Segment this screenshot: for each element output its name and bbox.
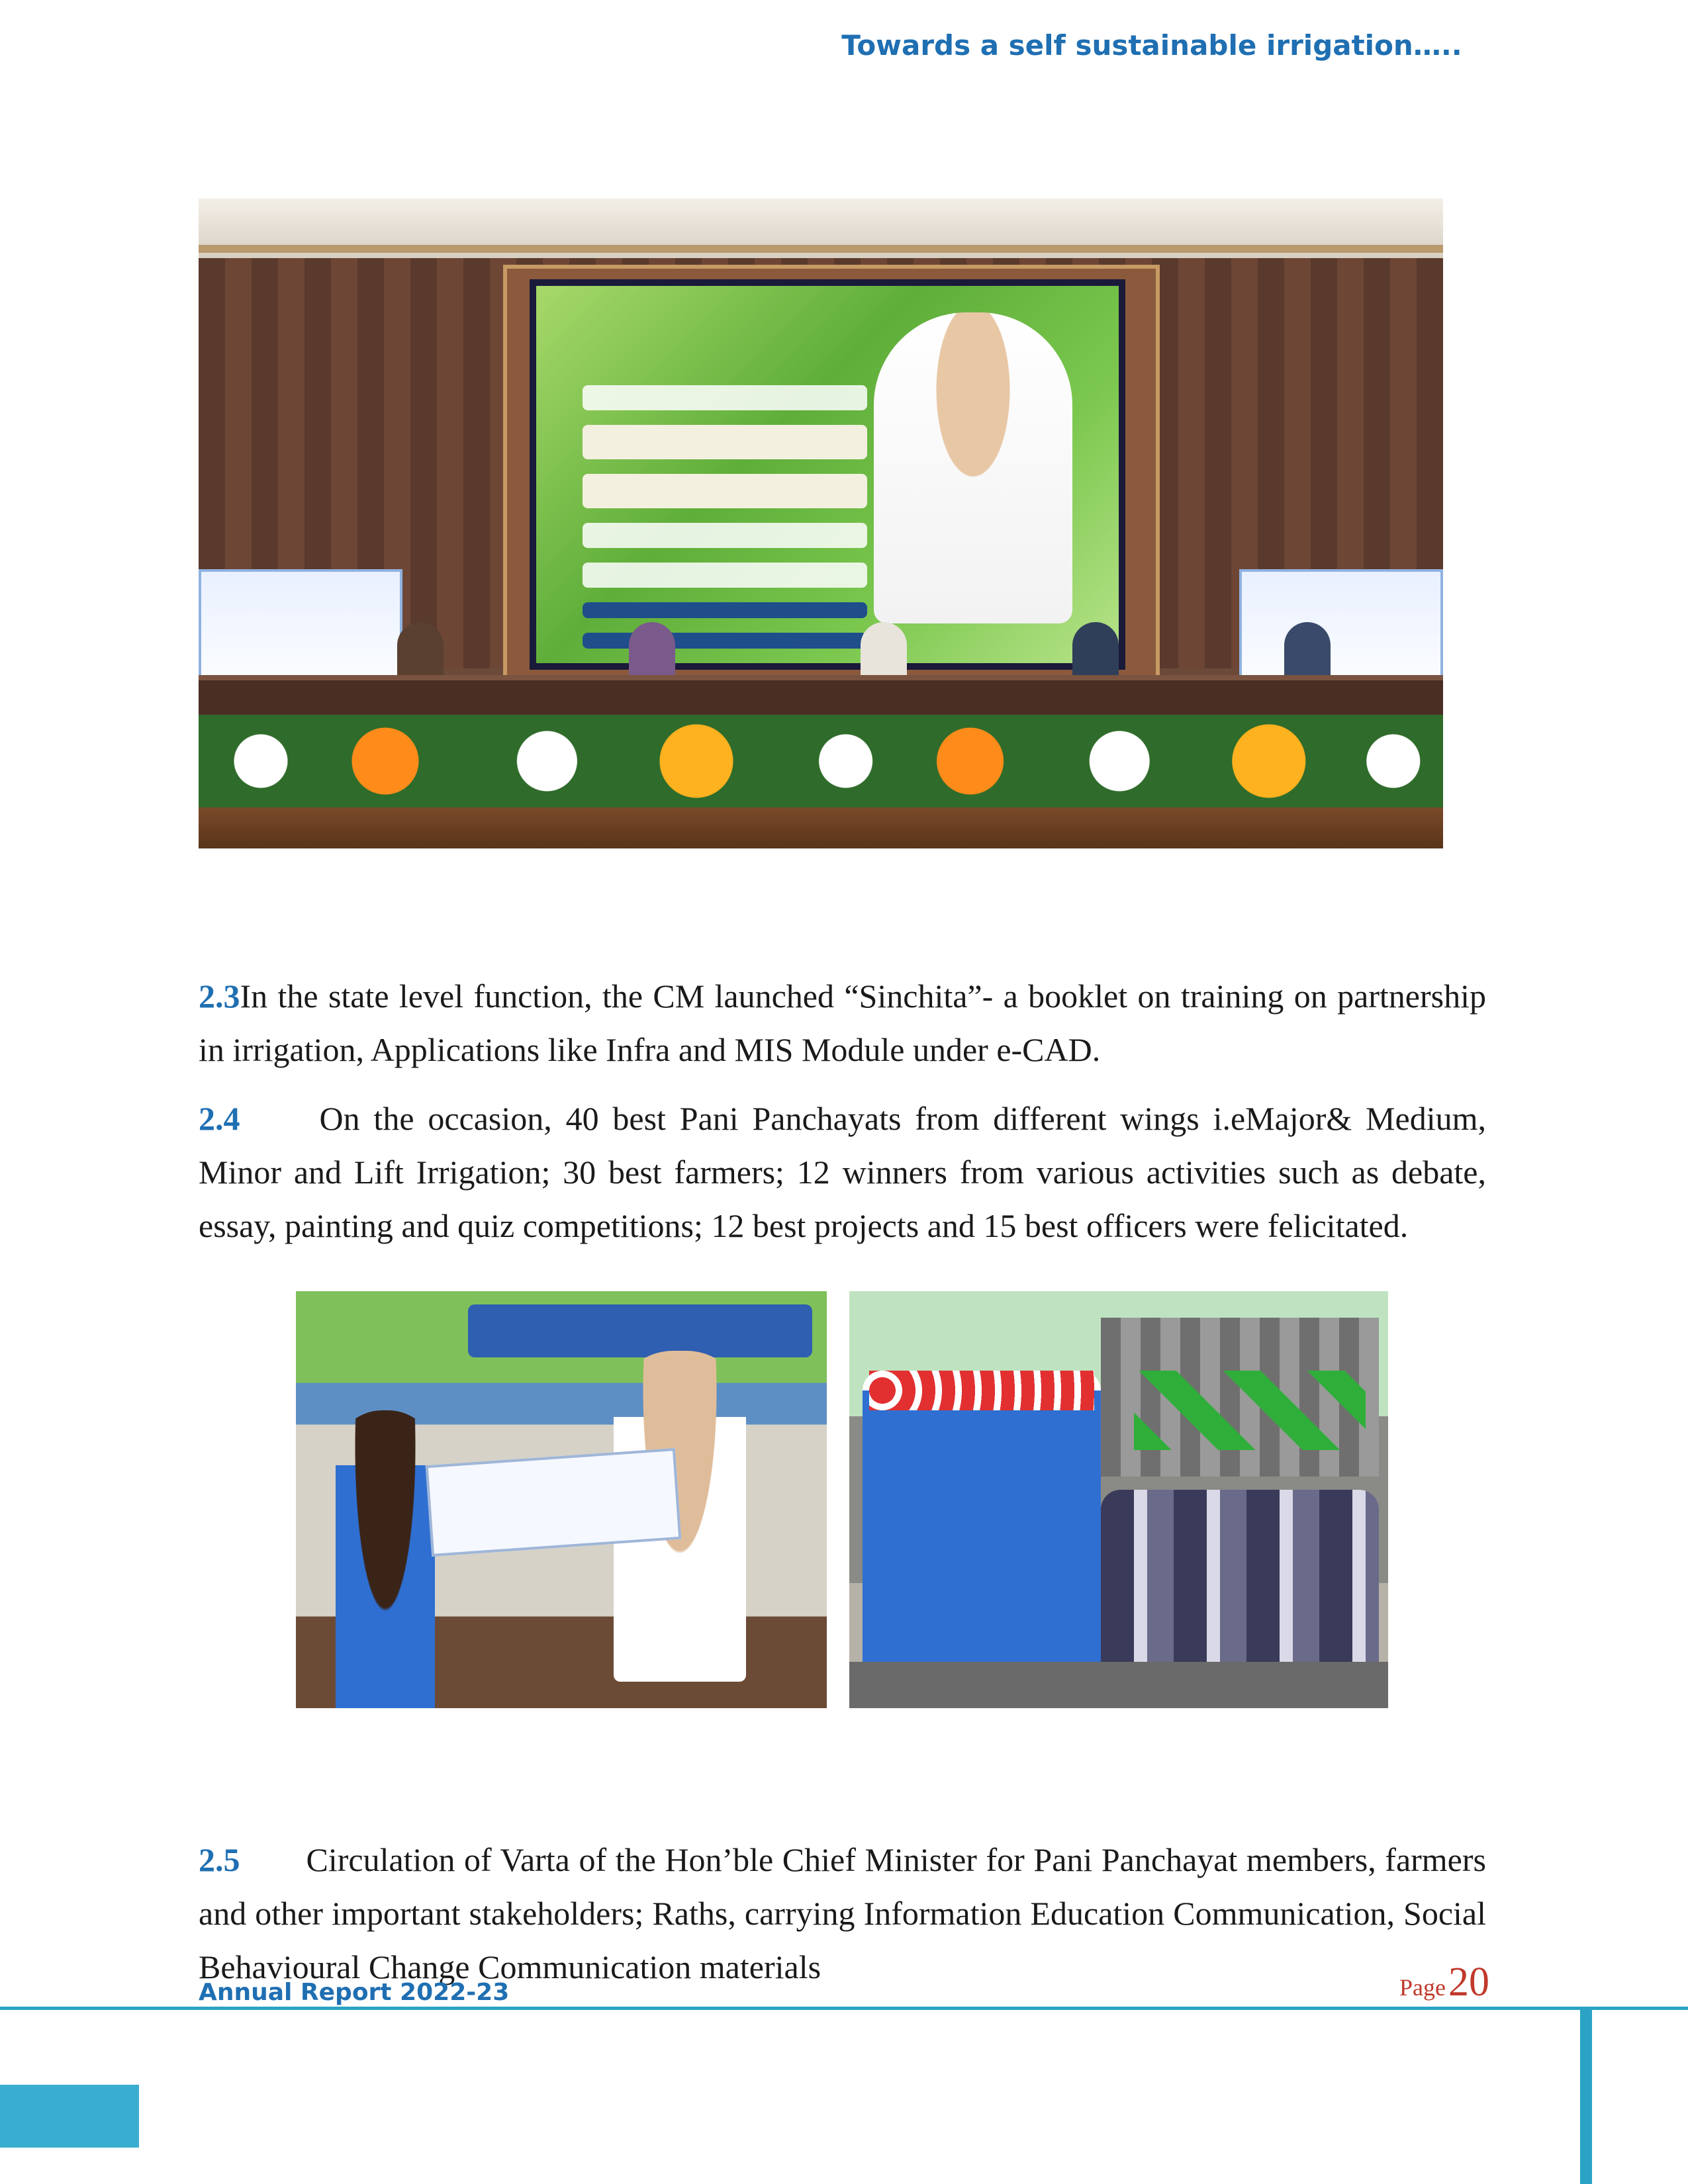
page-number: 20: [1448, 1960, 1489, 2005]
footer-page-indicator: [1399, 1959, 1489, 2006]
paragraph-number: 2.3: [199, 978, 240, 1015]
paragraph-text: On the occasion, 40 best Pani Panchayats from different wings i.eMajor& Medium, Minor and Lift Irrigation; 30 best farmers; 12 winners from various activities such as debate, essay, painting and quiz competitions; 12 best projects and 15 best officers were felicitated.: [199, 1100, 1486, 1244]
footer-rule: [0, 2007, 1688, 2010]
footer-vertical-bar: [1580, 2007, 1592, 2184]
paragraph-2-3: [199, 970, 1486, 1077]
running-header-title: Towards a self sustainable irrigation…..: [841, 29, 1462, 62]
rath-flag-off-photo: [849, 1291, 1388, 1708]
footer-corner-block: [0, 2085, 139, 2148]
stage-ceremony-photo: [199, 199, 1443, 848]
paragraph-text: In the state level function, the CM launched “Sinchita”- a booklet on training on partnership in irrigation, Applications like Infra and MIS Module under e-CAD.: [199, 978, 1486, 1068]
paragraph-number: 2.5: [199, 1841, 240, 1878]
page-label: Page: [1399, 1974, 1446, 2001]
paragraph-text: Circulation of Varta of the Hon’ble Chief Minister for Pani Panchayat members, farmers and other important stakeholders; Raths, carrying Information Education Communication, Social Behavioural Change Communication materials: [199, 1841, 1486, 1985]
award-presentation-photo: [296, 1291, 827, 1708]
paragraph-number: 2.4: [199, 1100, 240, 1137]
paragraph-2-4: [199, 1092, 1486, 1253]
paragraph-2-5: [199, 1833, 1486, 1994]
footer-report-title: Annual Report 2022-23: [199, 1979, 510, 2006]
